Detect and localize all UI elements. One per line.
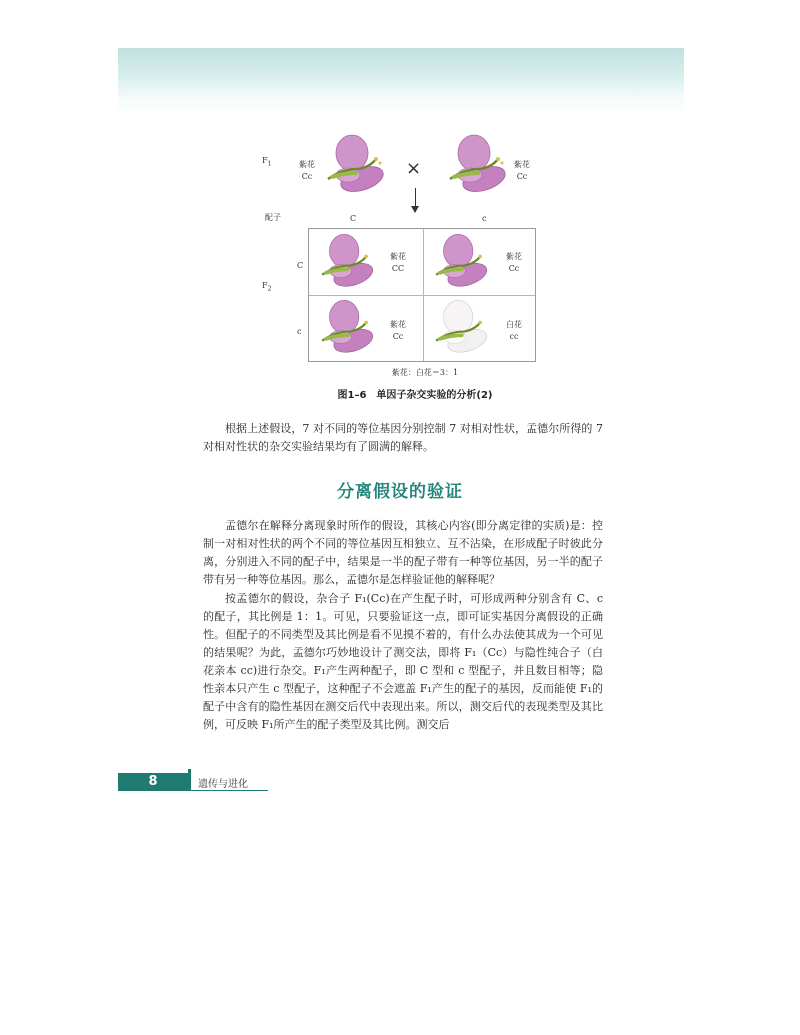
header-fade <box>118 98 684 114</box>
gamete-left: C <box>350 214 357 223</box>
header-band <box>118 48 684 98</box>
f1-label <box>262 157 271 168</box>
ratio-label: 紫花：白花＝3：1 <box>391 368 459 377</box>
arrow-line <box>415 188 416 208</box>
cell-1-label <box>383 253 413 273</box>
flower-cell-cc-upper <box>313 231 379 291</box>
arrow-down-icon <box>411 206 419 213</box>
page-number: 8 <box>148 774 158 789</box>
flower-cell-cc-right <box>427 231 493 291</box>
figure-caption: 图1–6 单因子杂交实验的分析(2) <box>337 390 493 401</box>
footer-line <box>188 790 268 791</box>
paragraph-2: 孟德尔在解释分离现象时所作的假设，其核心内容(即分离定律的实质)是：控制一对相对性状的两个不同的等位基因互相独立、互不沾染，在形成配子时彼此分离，分别进入不同的配子中，结果是一半的配子带有一种等位基因，另一半的配子带有另一种等位基因。那么，孟德尔是怎样验证他的解释呢？ <box>203 519 603 586</box>
grid-divider-horizontal <box>309 295 535 296</box>
cell-4-phenotype: 白花 <box>506 320 522 329</box>
f2-letter: F <box>262 281 268 290</box>
cell-1-genotype: CC <box>391 264 405 273</box>
flower-cell-white <box>427 297 493 357</box>
paragraph-3: 按孟德尔的假设，杂合子 F₁(Cc)在产生配子时，可形成两种分别含有 C、c 的配子，其比例是 1：1。可见，只要验证这一点，即可证实基因分离假设的正确性。但配子的不同类型及其比例是看不见摸不着的，有什么办法使其成为一个可见的结果呢？为此，孟德尔巧妙地设计了测交法，即将 F₁（Cc）与隐性纯合子（白花亲本 cc)进行杂交。F₁产生两种配子，即 C 型和 c 型配子，并且数目相等；隐性亲本只产生 c 型配子，这种配子不会遮盖 F₁产生的配子的基因，反而能使 F₁的配子中含有的隐性基因在测交后代中表现出来。所以，测交后代的表现类型及其比例，可反映 F₁所产生的配子类型及其比例。测交后 <box>203 592 603 731</box>
cell-4-label <box>499 321 529 341</box>
book-title: 遗传与进化 <box>198 779 248 790</box>
cell-1-phenotype: 紫花 <box>390 252 406 261</box>
parent-right-genotype: Cc <box>516 172 528 181</box>
flower-parent-left <box>318 133 390 195</box>
grid-row-label-c-upper: C <box>297 261 304 270</box>
gamete-right: c <box>482 214 487 223</box>
gamete-row-label: 配子 <box>265 213 281 222</box>
flower-cell-cc-lower <box>313 297 379 357</box>
cell-3-label <box>383 321 413 341</box>
paragraph-1: 根据上述假设，7 对不同的等位基因分别控制 7 对相对性状，孟德尔所得的 7 对相对性状的杂交实验结果均有了圆满的解释。 <box>203 422 603 453</box>
cell-4-genotype: cc <box>509 332 519 341</box>
punnett-grid <box>308 228 536 362</box>
parent-left-genotype: Cc <box>301 172 313 181</box>
footer-mark <box>188 769 191 791</box>
cell-3-phenotype: 紫花 <box>390 320 406 329</box>
f2-label <box>262 282 271 293</box>
parent-left-phenotype: 紫花 <box>299 160 315 169</box>
f1-sub: 1 <box>267 160 272 168</box>
grid-row-label-c-lower: c <box>297 327 302 336</box>
cell-3-genotype: Cc <box>392 332 404 341</box>
cross-symbol: × <box>406 158 422 179</box>
cell-2-genotype: Cc <box>508 264 520 273</box>
parent-right-phenotype: 紫花 <box>514 160 530 169</box>
section-title: 分离假设的验证 <box>337 482 463 502</box>
cell-2-label <box>499 253 529 273</box>
f2-sub: 2 <box>267 285 272 293</box>
cell-2-phenotype: 紫花 <box>506 252 522 261</box>
flower-parent-right <box>440 133 512 195</box>
f1-letter: F <box>262 156 268 165</box>
parent-right-label <box>507 161 537 181</box>
parent-left-label <box>292 161 322 181</box>
